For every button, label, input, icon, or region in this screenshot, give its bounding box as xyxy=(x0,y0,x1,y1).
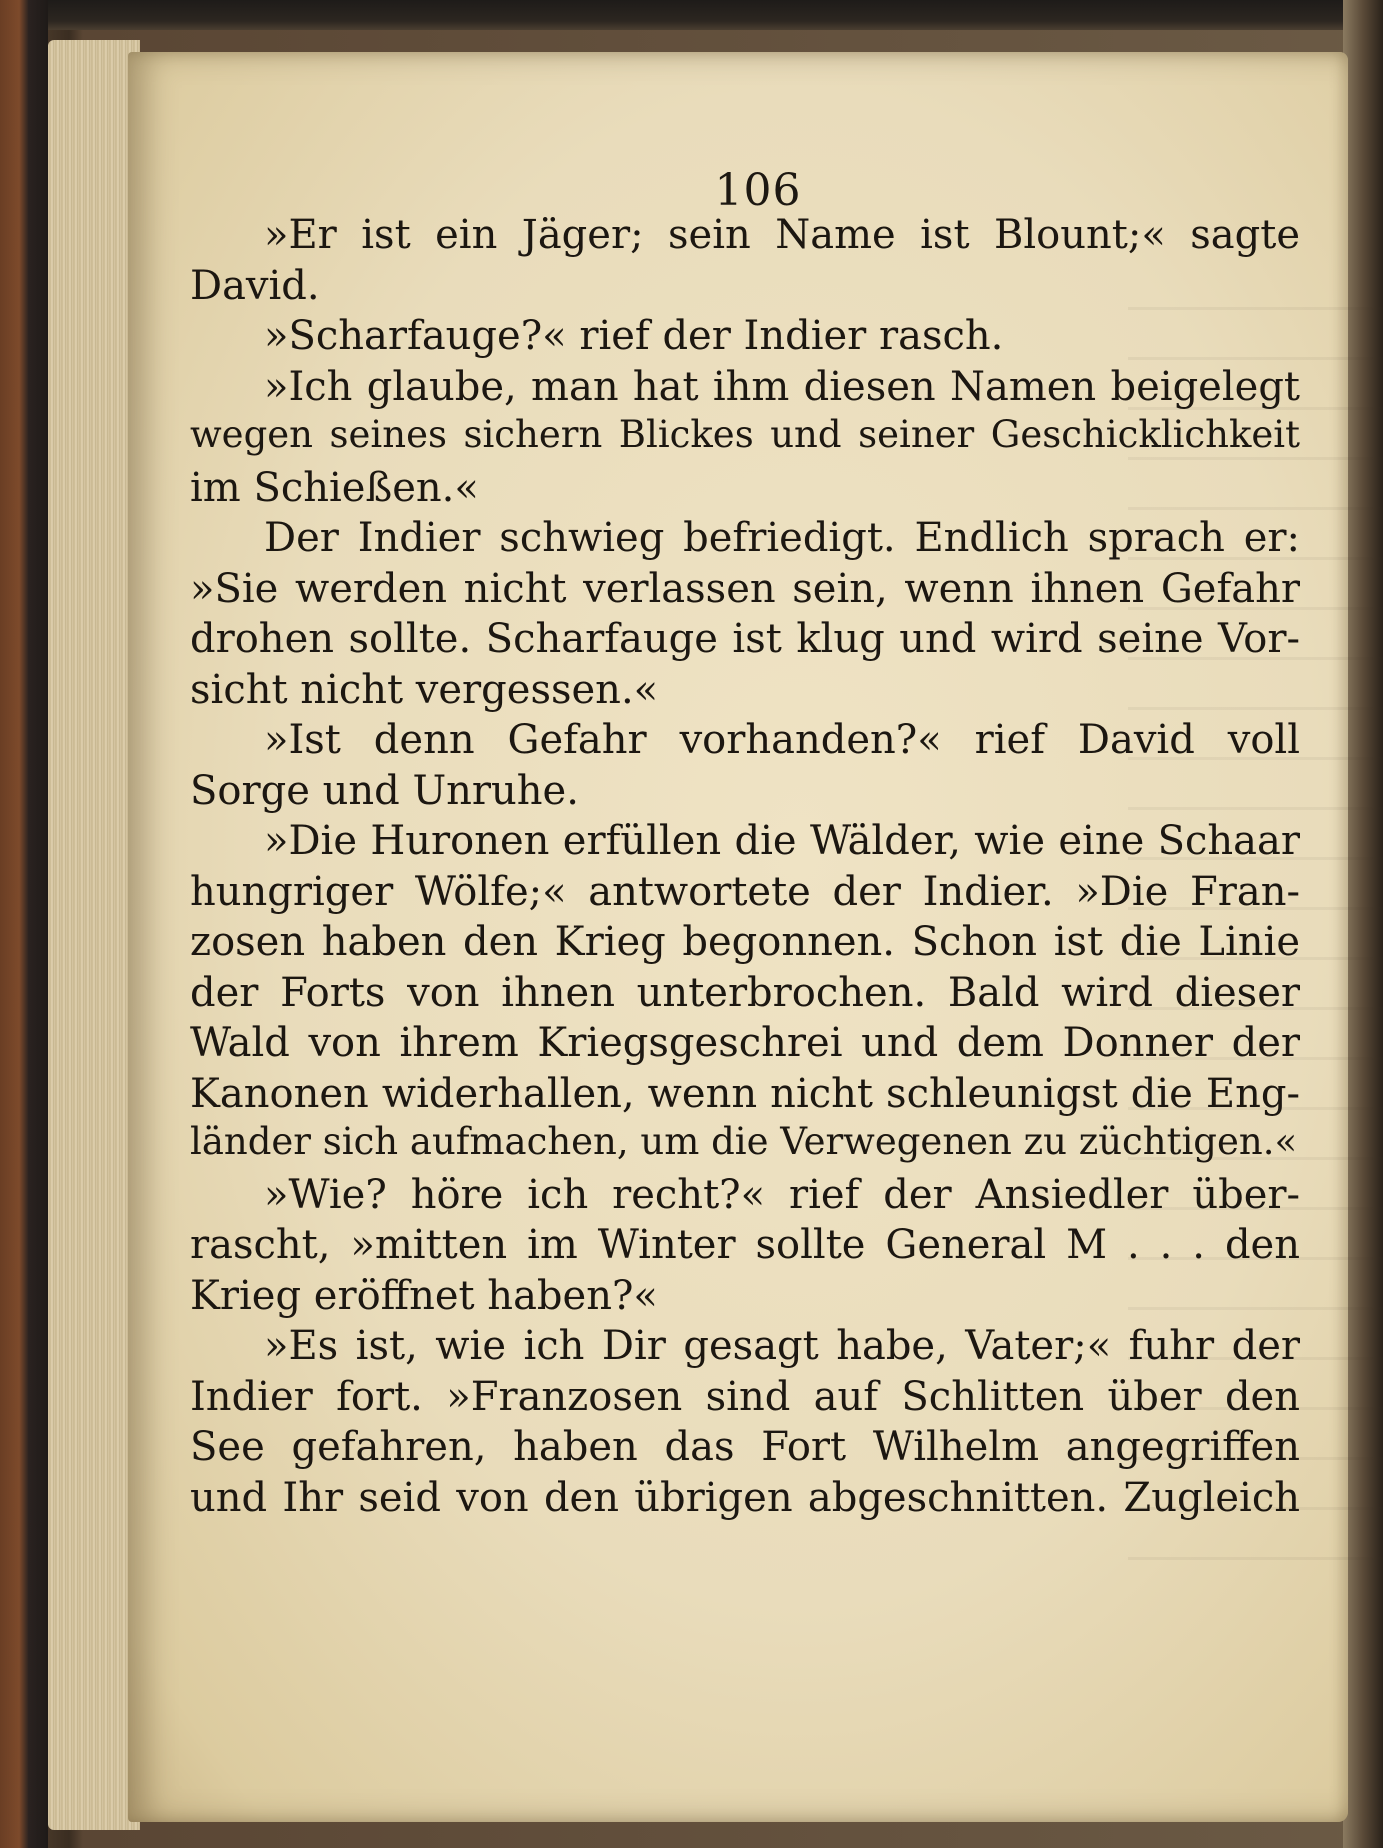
text-line: rascht, »mitten im Winter sollte General M . . . den xyxy=(190,1222,1300,1268)
text-line: Indier fort. »Franzosen sind auf Schlitten über den xyxy=(190,1373,1300,1420)
page-number: 106 xyxy=(714,165,802,216)
text-line: »Sie werden nicht verlassen sein, wenn ihnen Gefahr xyxy=(190,565,1300,612)
text-line: »Ist denn Gefahr vorhanden?« rief David voll xyxy=(264,717,1300,763)
text-line: und Ihr seid von den übrigen abgeschnitten. Zugleich xyxy=(190,1474,1300,1521)
text-line: im Schießen.« xyxy=(190,464,479,511)
text-line: David. xyxy=(190,262,320,309)
text-line: »Scharfauge?« rief der Indier rasch. xyxy=(264,313,1004,359)
text-line: Wald von ihrem Kriegsgeschrei und dem Donner der xyxy=(190,1020,1300,1066)
text-line: Kanonen widerhallen, wenn nicht schleunigst die Eng- xyxy=(190,1070,1300,1117)
text-line: Sorge und Unruhe. xyxy=(190,767,579,814)
text-line: zosen haben den Krieg begonnen. Schon ist die Linie xyxy=(190,919,1300,965)
page-text-body xyxy=(190,210,1300,1523)
text-line: drohen sollte. Scharfauge ist klug und wird seine Vor- xyxy=(190,616,1300,662)
text-line: »Wie? höre ich recht?« rief der Ansiedler über- xyxy=(264,1171,1300,1218)
text-line: »Ich glaube, man hat ihm diesen Namen beigelegt xyxy=(264,363,1300,410)
text-line: hungriger Wölfe;« antwortete der Indier. »Die Fran- xyxy=(190,868,1300,915)
text-line: Krieg eröffnet haben?« xyxy=(190,1272,658,1319)
text-line: der Forts von ihnen unterbrochen. Bald wird dieser xyxy=(190,969,1300,1016)
text-line: Der Indier schwieg befriedigt. Endlich sprach er: xyxy=(264,515,1300,561)
book-cover-left xyxy=(0,0,48,1848)
page-edges xyxy=(48,40,140,1830)
text-line: sicht nicht vergessen.« xyxy=(190,666,659,713)
text-line: »Die Huronen erfüllen die Wälder, wie eine Schaar xyxy=(264,818,1300,864)
text-line: wegen seines sichern Blickes und seiner Geschicklichkeit xyxy=(190,413,1300,456)
text-line: »Er ist ein Jäger; sein Name ist Blount;« sagte xyxy=(264,212,1300,258)
text-line: länder sich aufmachen, um die Verwegenen zu züchtigen.« xyxy=(190,1120,1298,1163)
text-line: »Es ist, wie ich Dir gesagt habe, Vater;« fuhr der xyxy=(264,1323,1300,1369)
text-line: See gefahren, haben das Fort Wilhelm angegriffen xyxy=(190,1424,1300,1470)
book-cover-top xyxy=(0,0,1383,30)
